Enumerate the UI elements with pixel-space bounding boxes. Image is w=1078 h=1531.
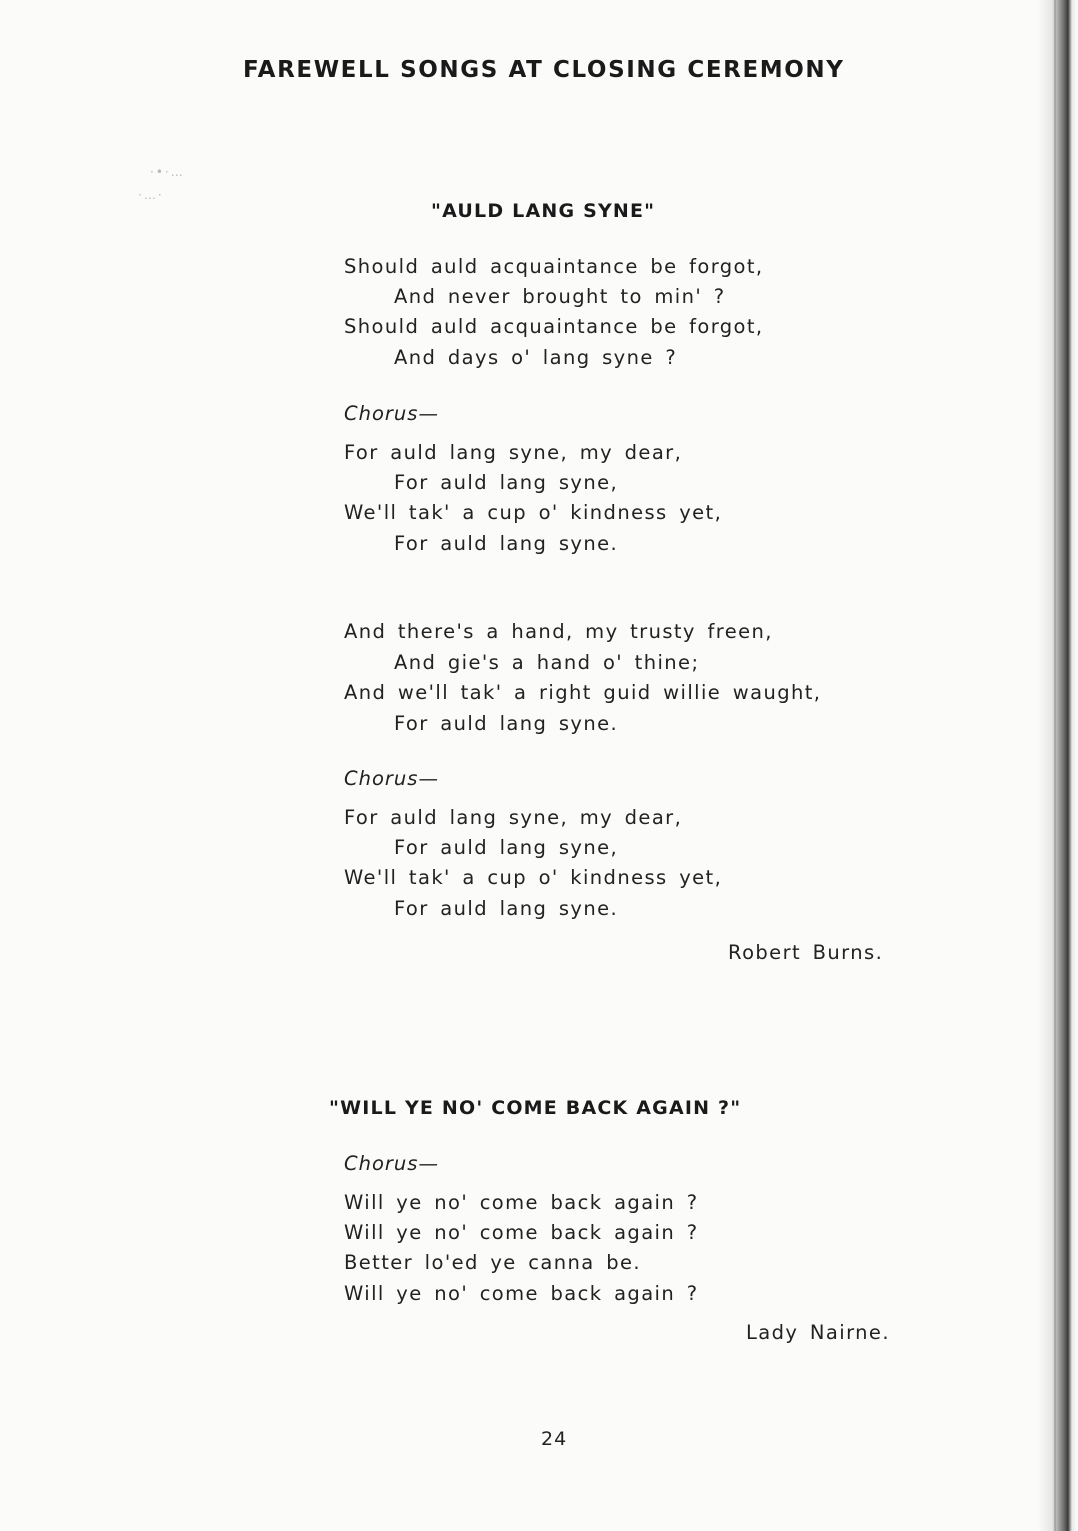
chorus-label: Chorus—	[344, 767, 439, 790]
verse-line: Should auld acquaintance be forgot,	[344, 315, 764, 338]
page-title: FAREWELL SONGS AT CLOSING CEREMONY	[243, 57, 845, 83]
verse-line: Should auld acquaintance be forgot,	[344, 255, 764, 278]
paper-speck-mark: ·…·	[138, 188, 164, 202]
song-author: Robert Burns.	[728, 941, 884, 964]
chorus-line: Will ye no' come back again ?	[344, 1221, 699, 1244]
page-number: 24	[541, 1428, 568, 1450]
chorus-line: For auld lang syne,	[394, 836, 619, 859]
song-title-auld-lang-syne: "AULD LANG SYNE"	[431, 200, 656, 222]
chorus-label: Chorus—	[344, 402, 439, 425]
chorus-line: We'll tak' a cup o' kindness yet,	[344, 866, 723, 889]
verse-line: And gie's a hand o' thine;	[394, 651, 700, 674]
song-author: Lady Nairne.	[746, 1321, 890, 1344]
chorus-line: For auld lang syne,	[394, 471, 619, 494]
verse-line: And there's a hand, my trusty freen,	[344, 620, 773, 643]
verse-line: For auld lang syne.	[394, 712, 619, 735]
chorus-line: For auld lang syne, my dear,	[344, 441, 683, 464]
chorus-line: For auld lang syne, my dear,	[344, 806, 683, 829]
binding-edge-shadow	[1038, 0, 1078, 1531]
binding-edge-line	[1054, 0, 1056, 1531]
chorus-line: Will ye no' come back again ?	[344, 1191, 699, 1214]
verse-line: And we'll tak' a right guid willie waught,	[344, 681, 822, 704]
chorus-line: Will ye no' come back again ?	[344, 1282, 699, 1305]
verse-line: And days o' lang syne ?	[394, 346, 678, 369]
chorus-line: Better lo'ed ye canna be.	[344, 1251, 642, 1274]
chorus-line: For auld lang syne.	[394, 897, 619, 920]
paper-speck-mark: ·•·…	[150, 165, 185, 179]
verse-line: And never brought to min' ?	[394, 285, 726, 308]
chorus-label: Chorus—	[344, 1152, 439, 1175]
chorus-line: We'll tak' a cup o' kindness yet,	[344, 501, 723, 524]
chorus-line: For auld lang syne.	[394, 532, 619, 555]
song-title-will-ye-no-come-back-again: "WILL YE NO' COME BACK AGAIN ?"	[329, 1097, 742, 1119]
